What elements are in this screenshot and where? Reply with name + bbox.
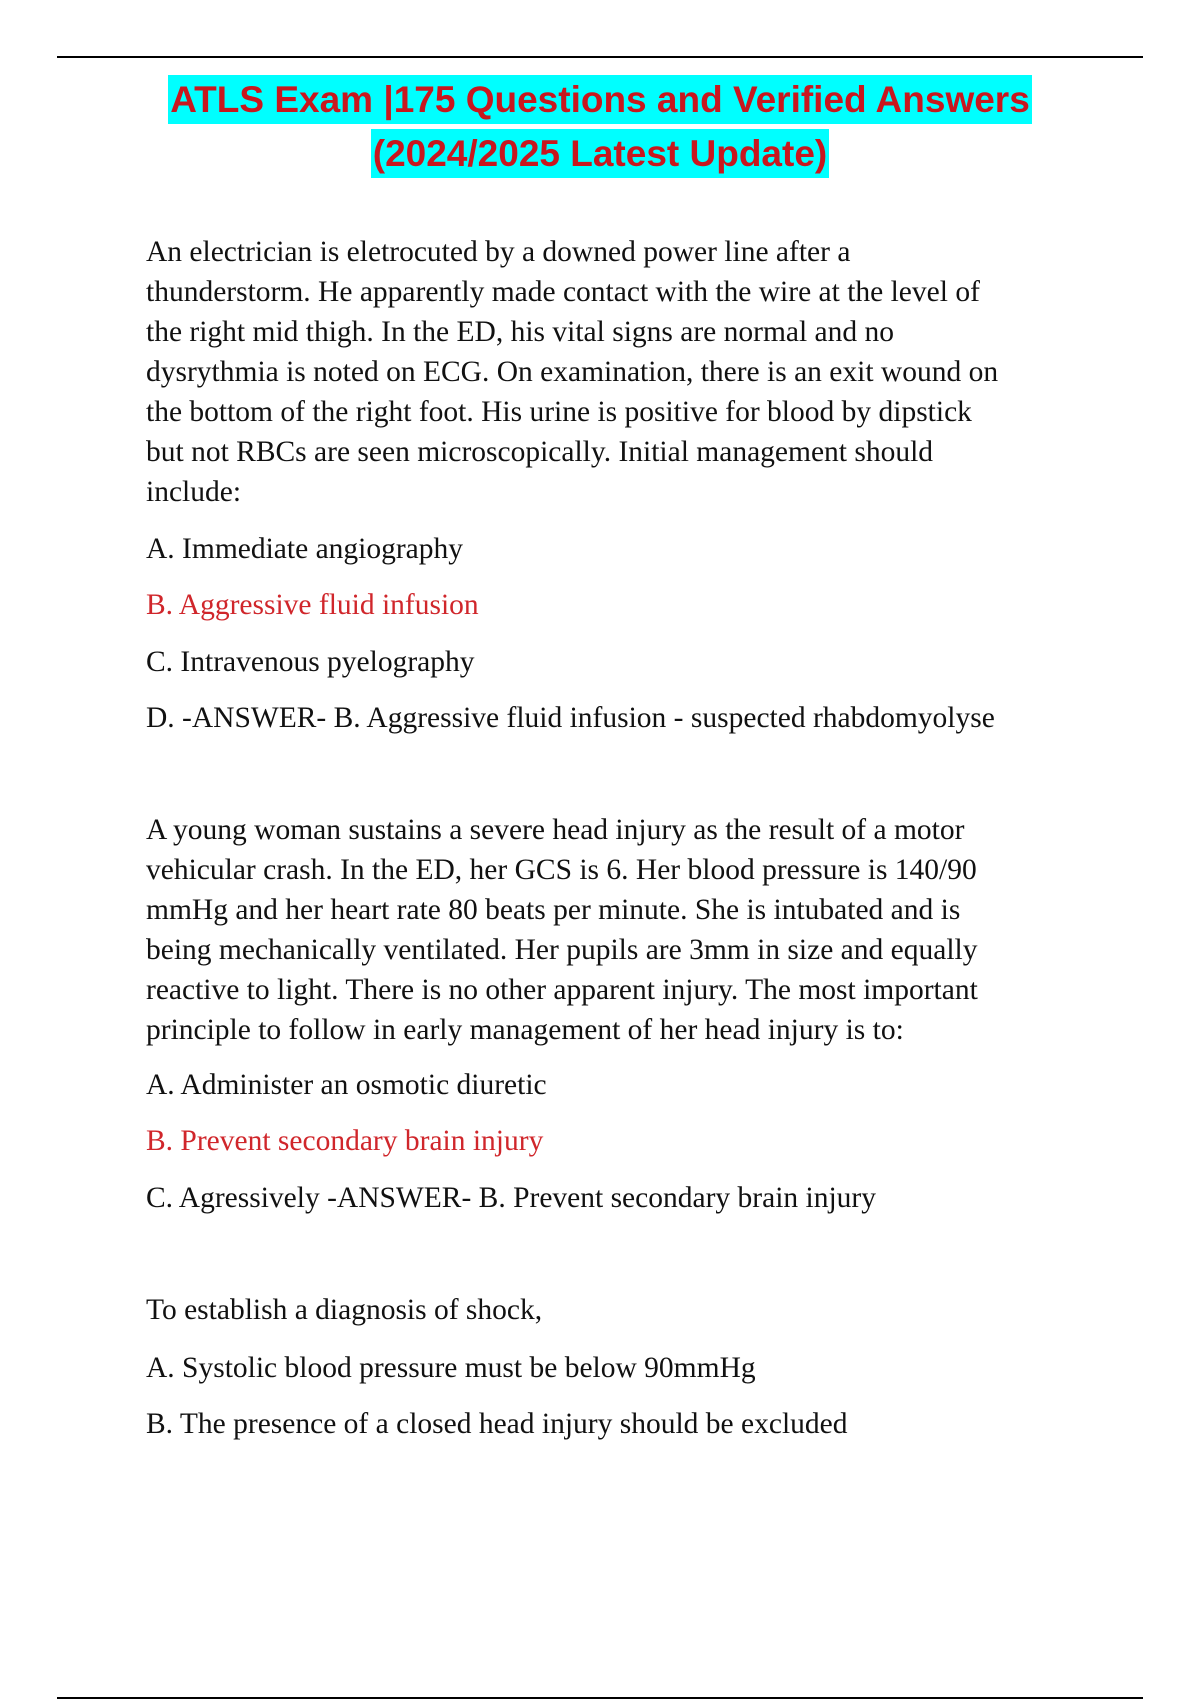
question-text-line: reactive to light. There is no other apparent injury. The most important [146,974,978,1006]
question-3-option-b: B. The presence of a closed head injury should be excluded [146,1408,848,1440]
question-2-option-a: A. Administer an osmotic diuretic [146,1069,547,1101]
question-text-line: mmHg and her heart rate 80 beats per minute. She is intubated and is [146,894,961,926]
question-text-line: the bottom of the right foot. His urine is positive for blood by dipstick [146,396,972,428]
question-1-option-d-answer: D. -ANSWER- B. Aggressive fluid infusion - suspected rhabdomyolyse [146,702,995,734]
question-2-option-b-correct: B. Prevent secondary brain injury [146,1125,544,1157]
question-text-line: include: [146,476,242,508]
question-text-line: dysrythmia is noted on ECG. On examination, there is an exit wound on [146,356,999,388]
question-text-line: the right mid thigh. In the ED, his vital signs are normal and no [146,316,895,348]
question-2-stem [146,810,1146,1050]
title-line-2: (2024/2025 Latest Update) [371,129,829,178]
question-text-line: A young woman sustains a severe head injury as the result of a motor [146,814,965,846]
header-rule [57,56,1143,58]
question-text-line: vehicular crash. In the ED, her GCS is 6. Her blood pressure is 140/90 [146,854,977,886]
footer-rule [57,1697,1143,1699]
question-1-stem [146,232,1146,512]
question-text-line: principle to follow in early management of her head injury is to: [146,1014,904,1046]
question-text-line: being mechanically ventilated. Her pupils are 3mm in size and equally [146,934,978,966]
document-title [0,73,1200,181]
question-3-option-a: A. Systolic blood pressure must be below 90mmHg [146,1352,756,1384]
title-line-1: ATLS Exam |175 Questions and Verified Answers [168,75,1032,124]
question-text-line: but not RBCs are seen microscopically. Initial management should [146,436,934,468]
question-1-option-a: A. Immediate angiography [146,533,464,565]
question-text-line: thunderstorm. He apparently made contact with the wire at the level of [146,276,980,308]
question-1-option-c: C. Intravenous pyelography [146,646,475,678]
question-3-stem: To establish a diagnosis of shock, [146,1294,543,1326]
question-text-line: An electrician is eletrocuted by a downed power line after a [146,236,851,268]
question-2-option-c-answer: C. Agressively -ANSWER- B. Prevent secondary brain injury [146,1182,876,1214]
question-1-option-b-correct: B. Aggressive fluid infusion [146,589,479,621]
